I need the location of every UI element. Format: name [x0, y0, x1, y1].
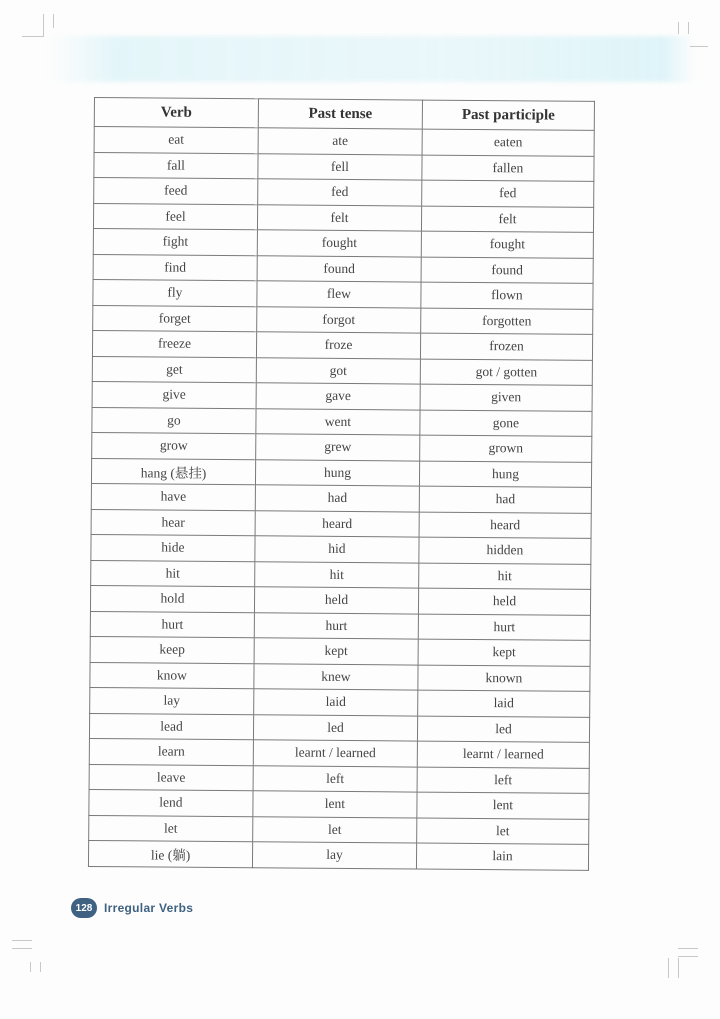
table-row — [92, 432, 592, 461]
past-participle-cell: heard — [419, 512, 591, 539]
past-participle-cell: grown — [420, 435, 592, 462]
past-tense-cell: hung — [255, 459, 419, 486]
past-participle-cell: held — [418, 588, 590, 615]
verb-cell: give — [92, 381, 256, 408]
table-row — [94, 127, 594, 156]
past-participle-cell: given — [420, 384, 592, 411]
table-row — [92, 381, 592, 410]
past-participle-cell: let — [417, 818, 589, 845]
verb-cell: lead — [89, 713, 253, 740]
crop-mark — [678, 958, 679, 978]
verb-cell: freeze — [92, 330, 256, 357]
crop-mark — [678, 956, 698, 957]
crop-mark — [678, 22, 679, 34]
past-participle-cell: eaten — [422, 129, 594, 156]
past-participle-cell: hit — [419, 563, 591, 590]
table-row — [91, 458, 591, 487]
past-participle-cell: got / gotten — [420, 359, 592, 386]
crop-mark — [668, 958, 669, 978]
past-tense-cell: felt — [257, 204, 421, 231]
past-participle-cell: hung — [419, 461, 591, 488]
verb-cell: learn — [89, 738, 253, 765]
table-row — [94, 152, 594, 181]
past-participle-cell: left — [417, 767, 589, 794]
past-participle-cell: frozen — [420, 333, 592, 360]
crop-mark — [688, 22, 689, 34]
past-tense-cell: had — [255, 485, 419, 512]
header-band — [48, 36, 696, 82]
verb-cell: lend — [89, 789, 253, 816]
verb-cell: get — [92, 356, 256, 383]
verb-cell: let — [89, 815, 253, 842]
verb-cell: hurt — [90, 611, 254, 638]
past-tense-cell: lent — [253, 791, 417, 818]
table-row — [91, 483, 591, 512]
past-tense-cell: grew — [256, 434, 420, 461]
past-participle-cell: hidden — [419, 537, 591, 564]
past-tense-cell: fought — [257, 230, 421, 257]
past-tense-cell: led — [253, 714, 417, 741]
table-row — [92, 356, 592, 385]
past-participle-cell: hurt — [418, 614, 590, 641]
irregular-verbs-table — [88, 97, 595, 870]
table-row — [93, 254, 593, 283]
crop-mark — [22, 36, 44, 37]
crop-mark — [12, 948, 32, 949]
table-row — [90, 611, 590, 640]
past-participle-cell: forgotten — [421, 308, 593, 335]
table-row — [89, 713, 589, 742]
table-row — [90, 662, 590, 691]
past-participle-cell: gone — [420, 410, 592, 437]
past-tense-cell: held — [254, 587, 418, 614]
past-tense-cell: hit — [255, 561, 419, 588]
table-row — [89, 764, 589, 793]
verb-cell: hide — [91, 534, 255, 561]
crop-mark — [53, 14, 54, 28]
verb-cell: feed — [94, 178, 258, 205]
past-tense-cell: heard — [255, 510, 419, 537]
past-participle-cell: led — [417, 716, 589, 743]
past-participle-cell: fought — [421, 231, 593, 258]
table-row — [93, 279, 593, 308]
verb-cell: hear — [91, 509, 255, 536]
verb-cell: lay — [90, 687, 254, 714]
past-participle-cell: had — [419, 486, 591, 513]
verb-cell: feel — [93, 203, 257, 230]
past-tense-cell: laid — [254, 689, 418, 716]
past-tense-cell: went — [256, 408, 420, 435]
past-participle-cell: learnt / learned — [417, 741, 589, 768]
past-participle-cell: fed — [422, 180, 594, 207]
past-tense-cell: found — [257, 255, 421, 282]
verb-cell: go — [92, 407, 256, 434]
verb-cell: forget — [93, 305, 257, 332]
past-tense-cell: gave — [256, 383, 420, 410]
past-tense-cell: hid — [255, 536, 419, 563]
table-row — [91, 534, 591, 563]
past-participle-cell: flown — [421, 282, 593, 309]
table-header-row — [94, 98, 594, 131]
verb-cell: eat — [94, 127, 258, 154]
page-number-badge: 128 — [71, 898, 97, 918]
past-tense-cell: kept — [254, 638, 418, 665]
table-row — [93, 305, 593, 334]
table-row — [91, 509, 591, 538]
page-footer — [71, 898, 193, 918]
table-row — [89, 789, 589, 818]
past-tense-cell: ate — [258, 128, 422, 155]
past-participle-cell: known — [418, 665, 590, 692]
past-tense-cell: knew — [254, 663, 418, 690]
crop-mark — [12, 940, 32, 941]
header-verb: Verb — [94, 98, 258, 128]
header-past-tense: Past tense — [258, 99, 422, 129]
irregular-verbs-table-container — [88, 97, 594, 870]
past-participle-cell: felt — [421, 206, 593, 233]
table-row — [90, 636, 590, 665]
verb-cell: know — [90, 662, 254, 689]
past-participle-cell: laid — [418, 690, 590, 717]
table-row — [93, 228, 593, 257]
past-tense-cell: got — [256, 357, 420, 384]
crop-mark — [678, 948, 698, 949]
past-tense-cell: left — [253, 765, 417, 792]
past-participle-cell: lent — [417, 792, 589, 819]
verb-cell: hit — [91, 560, 255, 587]
past-tense-cell: hurt — [254, 612, 418, 639]
past-participle-cell: found — [421, 257, 593, 284]
past-participle-cell: kept — [418, 639, 590, 666]
past-tense-cell: lay — [252, 842, 416, 869]
verb-cell: lie (躺) — [88, 840, 252, 867]
crop-mark — [30, 962, 31, 972]
table-row — [92, 330, 592, 359]
past-tense-cell: learnt / learned — [253, 740, 417, 767]
table-row — [90, 687, 590, 716]
past-tense-cell: fed — [258, 179, 422, 206]
verb-cell: fly — [93, 279, 257, 306]
past-participle-cell: fallen — [422, 155, 594, 182]
past-tense-cell: fell — [258, 153, 422, 180]
past-participle-cell: lain — [416, 843, 588, 870]
table-row — [92, 407, 592, 436]
table-row — [89, 815, 589, 844]
past-tense-cell: froze — [256, 332, 420, 359]
table-row — [93, 203, 593, 232]
verb-cell: leave — [89, 764, 253, 791]
table-row — [91, 560, 591, 589]
verb-cell: hold — [90, 585, 254, 612]
verb-cell: keep — [90, 636, 254, 663]
verb-cell: hang (悬挂) — [91, 458, 255, 485]
verb-cell: have — [91, 483, 255, 510]
crop-mark — [43, 14, 44, 36]
table-row — [88, 840, 588, 869]
verb-cell: grow — [92, 432, 256, 459]
verb-cell: find — [93, 254, 257, 281]
header-past-participle: Past participle — [422, 100, 594, 130]
past-tense-cell: flew — [257, 281, 421, 308]
verb-cell: fight — [93, 228, 257, 255]
table-row — [89, 738, 589, 767]
past-tense-cell: let — [253, 816, 417, 843]
table-row — [94, 178, 594, 207]
section-title: Irregular Verbs — [104, 901, 194, 915]
verb-cell: fall — [94, 152, 258, 179]
table-row — [90, 585, 590, 614]
past-tense-cell: forgot — [257, 306, 421, 333]
crop-mark — [40, 962, 41, 972]
